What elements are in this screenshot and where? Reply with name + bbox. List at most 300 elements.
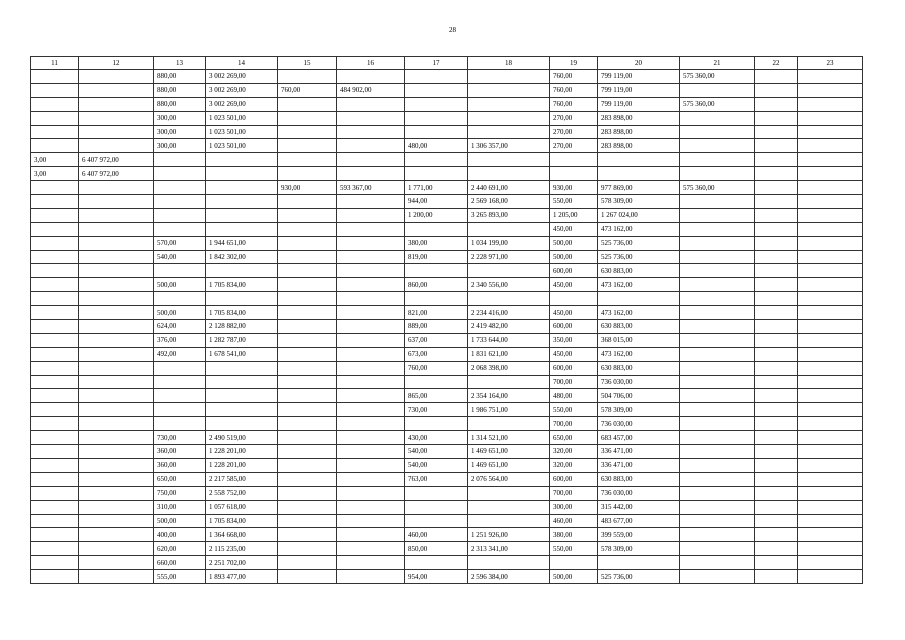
table-cell xyxy=(755,431,798,445)
table-cell xyxy=(755,222,798,236)
table-cell: 492,00 xyxy=(154,347,206,361)
table-cell: 1 842 302,00 xyxy=(206,250,278,264)
table-row xyxy=(31,83,863,97)
table-cell xyxy=(337,208,405,222)
table-row xyxy=(31,292,863,306)
table-cell xyxy=(79,556,154,570)
table-cell xyxy=(755,139,798,153)
table-cell xyxy=(337,292,405,306)
table-cell xyxy=(680,500,755,514)
table-cell: 540,00 xyxy=(154,250,206,264)
data-table xyxy=(30,56,863,584)
table-cell xyxy=(680,278,755,292)
table-cell: 1 314 521,00 xyxy=(468,431,550,445)
table-cell xyxy=(798,486,863,500)
table-cell xyxy=(278,403,337,417)
table-cell: 500,00 xyxy=(550,570,598,584)
table-cell xyxy=(79,570,154,584)
table-cell: 336 471,00 xyxy=(598,445,680,459)
table-cell: 763,00 xyxy=(405,472,468,486)
table-cell xyxy=(31,320,79,334)
table-cell xyxy=(79,111,154,125)
table-cell xyxy=(31,264,79,278)
table-cell: 1 205,00 xyxy=(550,208,598,222)
table-cell: 3 002 269,00 xyxy=(206,70,278,84)
table-cell: 930,00 xyxy=(550,181,598,195)
table-cell xyxy=(468,97,550,111)
table-cell xyxy=(755,125,798,139)
table-row xyxy=(31,306,863,320)
table-cell: 283 898,00 xyxy=(598,139,680,153)
table-cell xyxy=(680,417,755,431)
table-row xyxy=(31,403,863,417)
table-cell: 540,00 xyxy=(405,458,468,472)
table-cell xyxy=(278,320,337,334)
table-cell xyxy=(755,70,798,84)
table-cell xyxy=(79,500,154,514)
table-cell: 977 869,00 xyxy=(598,181,680,195)
table-cell xyxy=(206,389,278,403)
table-cell: 880,00 xyxy=(154,97,206,111)
table-cell xyxy=(154,167,206,181)
table-cell xyxy=(278,347,337,361)
table-cell xyxy=(337,97,405,111)
table-cell xyxy=(798,97,863,111)
table-row xyxy=(31,153,863,167)
table-cell xyxy=(680,431,755,445)
table-row xyxy=(31,111,863,125)
table-cell xyxy=(337,528,405,542)
table-cell: 2 234 416,00 xyxy=(468,306,550,320)
table-cell xyxy=(278,417,337,431)
table-cell: 3 002 269,00 xyxy=(206,83,278,97)
table-cell xyxy=(798,458,863,472)
table-cell: 760,00 xyxy=(550,97,598,111)
table-cell: 700,00 xyxy=(550,375,598,389)
table-cell xyxy=(337,167,405,181)
table-cell: 540,00 xyxy=(405,445,468,459)
table-cell: 3,00 xyxy=(31,167,79,181)
table-cell xyxy=(798,264,863,278)
table-cell xyxy=(755,97,798,111)
table-cell xyxy=(468,556,550,570)
table-cell: 930,00 xyxy=(278,181,337,195)
table-cell xyxy=(337,570,405,584)
table-cell xyxy=(278,514,337,528)
table-cell: 310,00 xyxy=(154,500,206,514)
table-cell xyxy=(79,264,154,278)
table-cell xyxy=(31,570,79,584)
table-row xyxy=(31,139,863,153)
column-header: 21 xyxy=(680,57,755,70)
table-cell: 283 898,00 xyxy=(598,111,680,125)
table-cell xyxy=(278,264,337,278)
column-header: 18 xyxy=(468,57,550,70)
table-cell xyxy=(680,361,755,375)
table-cell: 525 736,00 xyxy=(598,250,680,264)
table-cell xyxy=(405,97,468,111)
table-cell: 578 309,00 xyxy=(598,542,680,556)
table-cell xyxy=(79,361,154,375)
table-cell xyxy=(79,458,154,472)
table-cell: 450,00 xyxy=(550,306,598,320)
table-cell xyxy=(278,333,337,347)
table-cell: 1 364 668,00 xyxy=(206,528,278,542)
table-cell xyxy=(550,153,598,167)
table-cell xyxy=(798,111,863,125)
table-cell: 300,00 xyxy=(154,125,206,139)
table-cell xyxy=(405,292,468,306)
table-cell xyxy=(798,250,863,264)
table-cell: 525 736,00 xyxy=(598,570,680,584)
table-row xyxy=(31,222,863,236)
table-cell xyxy=(798,445,863,459)
column-header: 11 xyxy=(31,57,79,70)
table-cell: 736 030,00 xyxy=(598,375,680,389)
table-cell: 3 265 893,00 xyxy=(468,208,550,222)
table-cell xyxy=(755,542,798,556)
table-cell: 1 306 357,00 xyxy=(468,139,550,153)
table-cell xyxy=(154,195,206,209)
table-cell xyxy=(337,306,405,320)
table-cell: 380,00 xyxy=(550,528,598,542)
table-cell xyxy=(798,306,863,320)
table-cell: 736 030,00 xyxy=(598,486,680,500)
table-cell xyxy=(755,250,798,264)
table-cell: 760,00 xyxy=(278,83,337,97)
table-cell xyxy=(31,222,79,236)
table-cell: 1 251 926,00 xyxy=(468,528,550,542)
table-cell xyxy=(755,111,798,125)
table-cell: 450,00 xyxy=(550,278,598,292)
table-row xyxy=(31,514,863,528)
table-cell: 2 490 519,00 xyxy=(206,431,278,445)
table-row xyxy=(31,236,863,250)
table-cell: 380,00 xyxy=(405,236,468,250)
table-cell: 637,00 xyxy=(405,333,468,347)
table-cell xyxy=(798,292,863,306)
table-cell xyxy=(598,167,680,181)
table-body xyxy=(31,70,863,584)
table-cell: 2 596 384,00 xyxy=(468,570,550,584)
table-cell xyxy=(337,333,405,347)
table-cell xyxy=(79,250,154,264)
table-cell: 593 367,00 xyxy=(337,181,405,195)
table-cell xyxy=(680,236,755,250)
table-cell xyxy=(337,556,405,570)
table-cell xyxy=(680,111,755,125)
table-cell: 550,00 xyxy=(550,195,598,209)
table-cell: 1 469 651,00 xyxy=(468,445,550,459)
table-header-row xyxy=(31,57,863,70)
table-cell xyxy=(337,153,405,167)
table-cell: 1 678 541,00 xyxy=(206,347,278,361)
table-cell xyxy=(755,417,798,431)
table-cell xyxy=(206,153,278,167)
table-row xyxy=(31,250,863,264)
table-cell xyxy=(337,264,405,278)
table-cell: 473 162,00 xyxy=(598,278,680,292)
table-row xyxy=(31,320,863,334)
table-cell xyxy=(798,195,863,209)
table-cell: 2 251 702,00 xyxy=(206,556,278,570)
table-cell xyxy=(154,292,206,306)
table-cell: 760,00 xyxy=(550,83,598,97)
table-cell xyxy=(755,181,798,195)
table-cell xyxy=(79,222,154,236)
table-cell xyxy=(680,389,755,403)
table-cell: 270,00 xyxy=(550,139,598,153)
table-cell xyxy=(278,139,337,153)
table-cell xyxy=(798,278,863,292)
table-cell: 1 893 477,00 xyxy=(206,570,278,584)
table-cell xyxy=(755,403,798,417)
table-cell xyxy=(278,167,337,181)
table-cell: 799 119,00 xyxy=(598,70,680,84)
table-cell xyxy=(337,445,405,459)
table-cell xyxy=(680,403,755,417)
table-cell: 399 559,00 xyxy=(598,528,680,542)
table-cell: 575 360,00 xyxy=(680,97,755,111)
table-cell xyxy=(468,375,550,389)
table-cell: 2 128 882,00 xyxy=(206,320,278,334)
table-cell xyxy=(755,556,798,570)
table-row xyxy=(31,181,863,195)
table-cell xyxy=(337,431,405,445)
table-cell: 400,00 xyxy=(154,528,206,542)
table-cell xyxy=(31,111,79,125)
table-cell xyxy=(31,208,79,222)
table-cell xyxy=(798,320,863,334)
table-cell xyxy=(680,153,755,167)
table-cell xyxy=(337,375,405,389)
table-cell xyxy=(468,167,550,181)
table-cell xyxy=(31,361,79,375)
table-cell xyxy=(79,431,154,445)
table-cell xyxy=(680,570,755,584)
table-cell: 954,00 xyxy=(405,570,468,584)
table-cell xyxy=(31,70,79,84)
table-cell xyxy=(79,389,154,403)
table-cell xyxy=(405,514,468,528)
column-header: 17 xyxy=(405,57,468,70)
table-cell xyxy=(79,417,154,431)
table-cell xyxy=(755,278,798,292)
table-cell xyxy=(550,292,598,306)
table-cell: 1 267 024,00 xyxy=(598,208,680,222)
table-cell xyxy=(680,347,755,361)
table-cell xyxy=(31,486,79,500)
table-cell: 270,00 xyxy=(550,125,598,139)
table-cell xyxy=(31,375,79,389)
table-cell: 730,00 xyxy=(405,403,468,417)
table-cell: 555,00 xyxy=(154,570,206,584)
table-cell xyxy=(79,347,154,361)
table-cell: 1 023 501,00 xyxy=(206,139,278,153)
table-cell xyxy=(278,389,337,403)
table-cell xyxy=(755,458,798,472)
table-cell: 376,00 xyxy=(154,333,206,347)
table-cell xyxy=(31,500,79,514)
table-cell xyxy=(79,208,154,222)
column-header: 23 xyxy=(798,57,863,70)
table-row xyxy=(31,445,863,459)
table-cell xyxy=(405,167,468,181)
table-cell xyxy=(278,222,337,236)
table-cell: 1 034 199,00 xyxy=(468,236,550,250)
table-cell xyxy=(31,236,79,250)
table-cell xyxy=(798,361,863,375)
table-cell xyxy=(278,445,337,459)
table-cell xyxy=(31,139,79,153)
table-row xyxy=(31,208,863,222)
table-cell: 2 440 691,00 xyxy=(468,181,550,195)
table-cell xyxy=(278,500,337,514)
table-cell xyxy=(755,472,798,486)
table-cell xyxy=(755,500,798,514)
table-cell xyxy=(154,222,206,236)
table-cell xyxy=(755,389,798,403)
table-row xyxy=(31,431,863,445)
table-cell: 570,00 xyxy=(154,236,206,250)
table-cell: 300,00 xyxy=(154,139,206,153)
table-cell: 550,00 xyxy=(550,403,598,417)
table-cell: 1 944 651,00 xyxy=(206,236,278,250)
table-row xyxy=(31,417,863,431)
table-cell xyxy=(31,514,79,528)
table-cell xyxy=(798,153,863,167)
table-cell: 624,00 xyxy=(154,320,206,334)
table-cell xyxy=(79,195,154,209)
table-cell xyxy=(337,458,405,472)
table-cell: 1 023 501,00 xyxy=(206,111,278,125)
table-cell xyxy=(79,278,154,292)
table-cell: 2 419 482,00 xyxy=(468,320,550,334)
table-cell xyxy=(798,236,863,250)
table-cell: 360,00 xyxy=(154,458,206,472)
table-cell: 450,00 xyxy=(550,347,598,361)
table-cell xyxy=(798,83,863,97)
table-cell xyxy=(79,445,154,459)
table-cell xyxy=(79,306,154,320)
table-cell xyxy=(680,542,755,556)
table-cell xyxy=(468,500,550,514)
table-cell xyxy=(154,403,206,417)
table-cell xyxy=(154,208,206,222)
table-cell xyxy=(468,70,550,84)
table-row xyxy=(31,70,863,84)
table-row xyxy=(31,125,863,139)
table-cell xyxy=(755,347,798,361)
table-cell xyxy=(79,125,154,139)
table-cell: 336 471,00 xyxy=(598,458,680,472)
table-cell: 578 309,00 xyxy=(598,403,680,417)
table-cell xyxy=(405,375,468,389)
table-cell: 736 030,00 xyxy=(598,417,680,431)
table-cell xyxy=(79,514,154,528)
table-cell: 500,00 xyxy=(550,250,598,264)
table-cell: 730,00 xyxy=(154,431,206,445)
table-cell: 760,00 xyxy=(405,361,468,375)
table-cell xyxy=(206,222,278,236)
table-cell: 1 228 201,00 xyxy=(206,458,278,472)
table-cell xyxy=(468,153,550,167)
table-cell: 1 705 834,00 xyxy=(206,306,278,320)
table-cell xyxy=(154,264,206,278)
table-cell: 575 360,00 xyxy=(680,70,755,84)
table-cell xyxy=(755,236,798,250)
table-row xyxy=(31,375,863,389)
table-cell xyxy=(278,195,337,209)
table-cell xyxy=(680,375,755,389)
table-cell xyxy=(278,236,337,250)
table-cell: 1 057 618,00 xyxy=(206,500,278,514)
table-cell: 819,00 xyxy=(405,250,468,264)
table-cell xyxy=(79,528,154,542)
table-cell xyxy=(755,195,798,209)
table-cell xyxy=(798,570,863,584)
table-cell: 473 162,00 xyxy=(598,222,680,236)
table-cell xyxy=(79,542,154,556)
table-cell xyxy=(337,125,405,139)
table-cell xyxy=(755,375,798,389)
table-cell xyxy=(680,306,755,320)
table-cell: 630 883,00 xyxy=(598,361,680,375)
table-cell xyxy=(337,361,405,375)
table-cell xyxy=(798,167,863,181)
table-cell xyxy=(337,250,405,264)
table-cell xyxy=(598,556,680,570)
column-header: 16 xyxy=(337,57,405,70)
table-cell xyxy=(278,111,337,125)
table-cell: 2 569 168,00 xyxy=(468,195,550,209)
table-cell xyxy=(755,320,798,334)
table-cell: 3 002 269,00 xyxy=(206,97,278,111)
table-row xyxy=(31,570,863,584)
table-cell: 320,00 xyxy=(550,458,598,472)
table-cell xyxy=(680,486,755,500)
table-cell xyxy=(468,417,550,431)
table-cell: 504 706,00 xyxy=(598,389,680,403)
table-cell xyxy=(680,83,755,97)
table-cell xyxy=(79,70,154,84)
table-cell: 6 407 972,00 xyxy=(79,153,154,167)
table-row xyxy=(31,361,863,375)
table-cell xyxy=(798,222,863,236)
table-cell: 750,00 xyxy=(154,486,206,500)
table-cell: 360,00 xyxy=(154,445,206,459)
table-cell xyxy=(405,417,468,431)
table-cell: 473 162,00 xyxy=(598,347,680,361)
table-cell xyxy=(278,570,337,584)
table-cell xyxy=(755,264,798,278)
table-cell xyxy=(79,97,154,111)
table-cell xyxy=(31,472,79,486)
table-cell: 683 457,00 xyxy=(598,431,680,445)
table-cell xyxy=(79,486,154,500)
table-cell xyxy=(337,139,405,153)
table-cell xyxy=(468,125,550,139)
table-row xyxy=(31,389,863,403)
table-cell xyxy=(31,347,79,361)
table-cell xyxy=(278,153,337,167)
table-cell: 880,00 xyxy=(154,70,206,84)
table-cell xyxy=(79,472,154,486)
table-cell xyxy=(468,111,550,125)
table-cell xyxy=(680,125,755,139)
table-cell: 300,00 xyxy=(154,111,206,125)
table-cell xyxy=(79,139,154,153)
